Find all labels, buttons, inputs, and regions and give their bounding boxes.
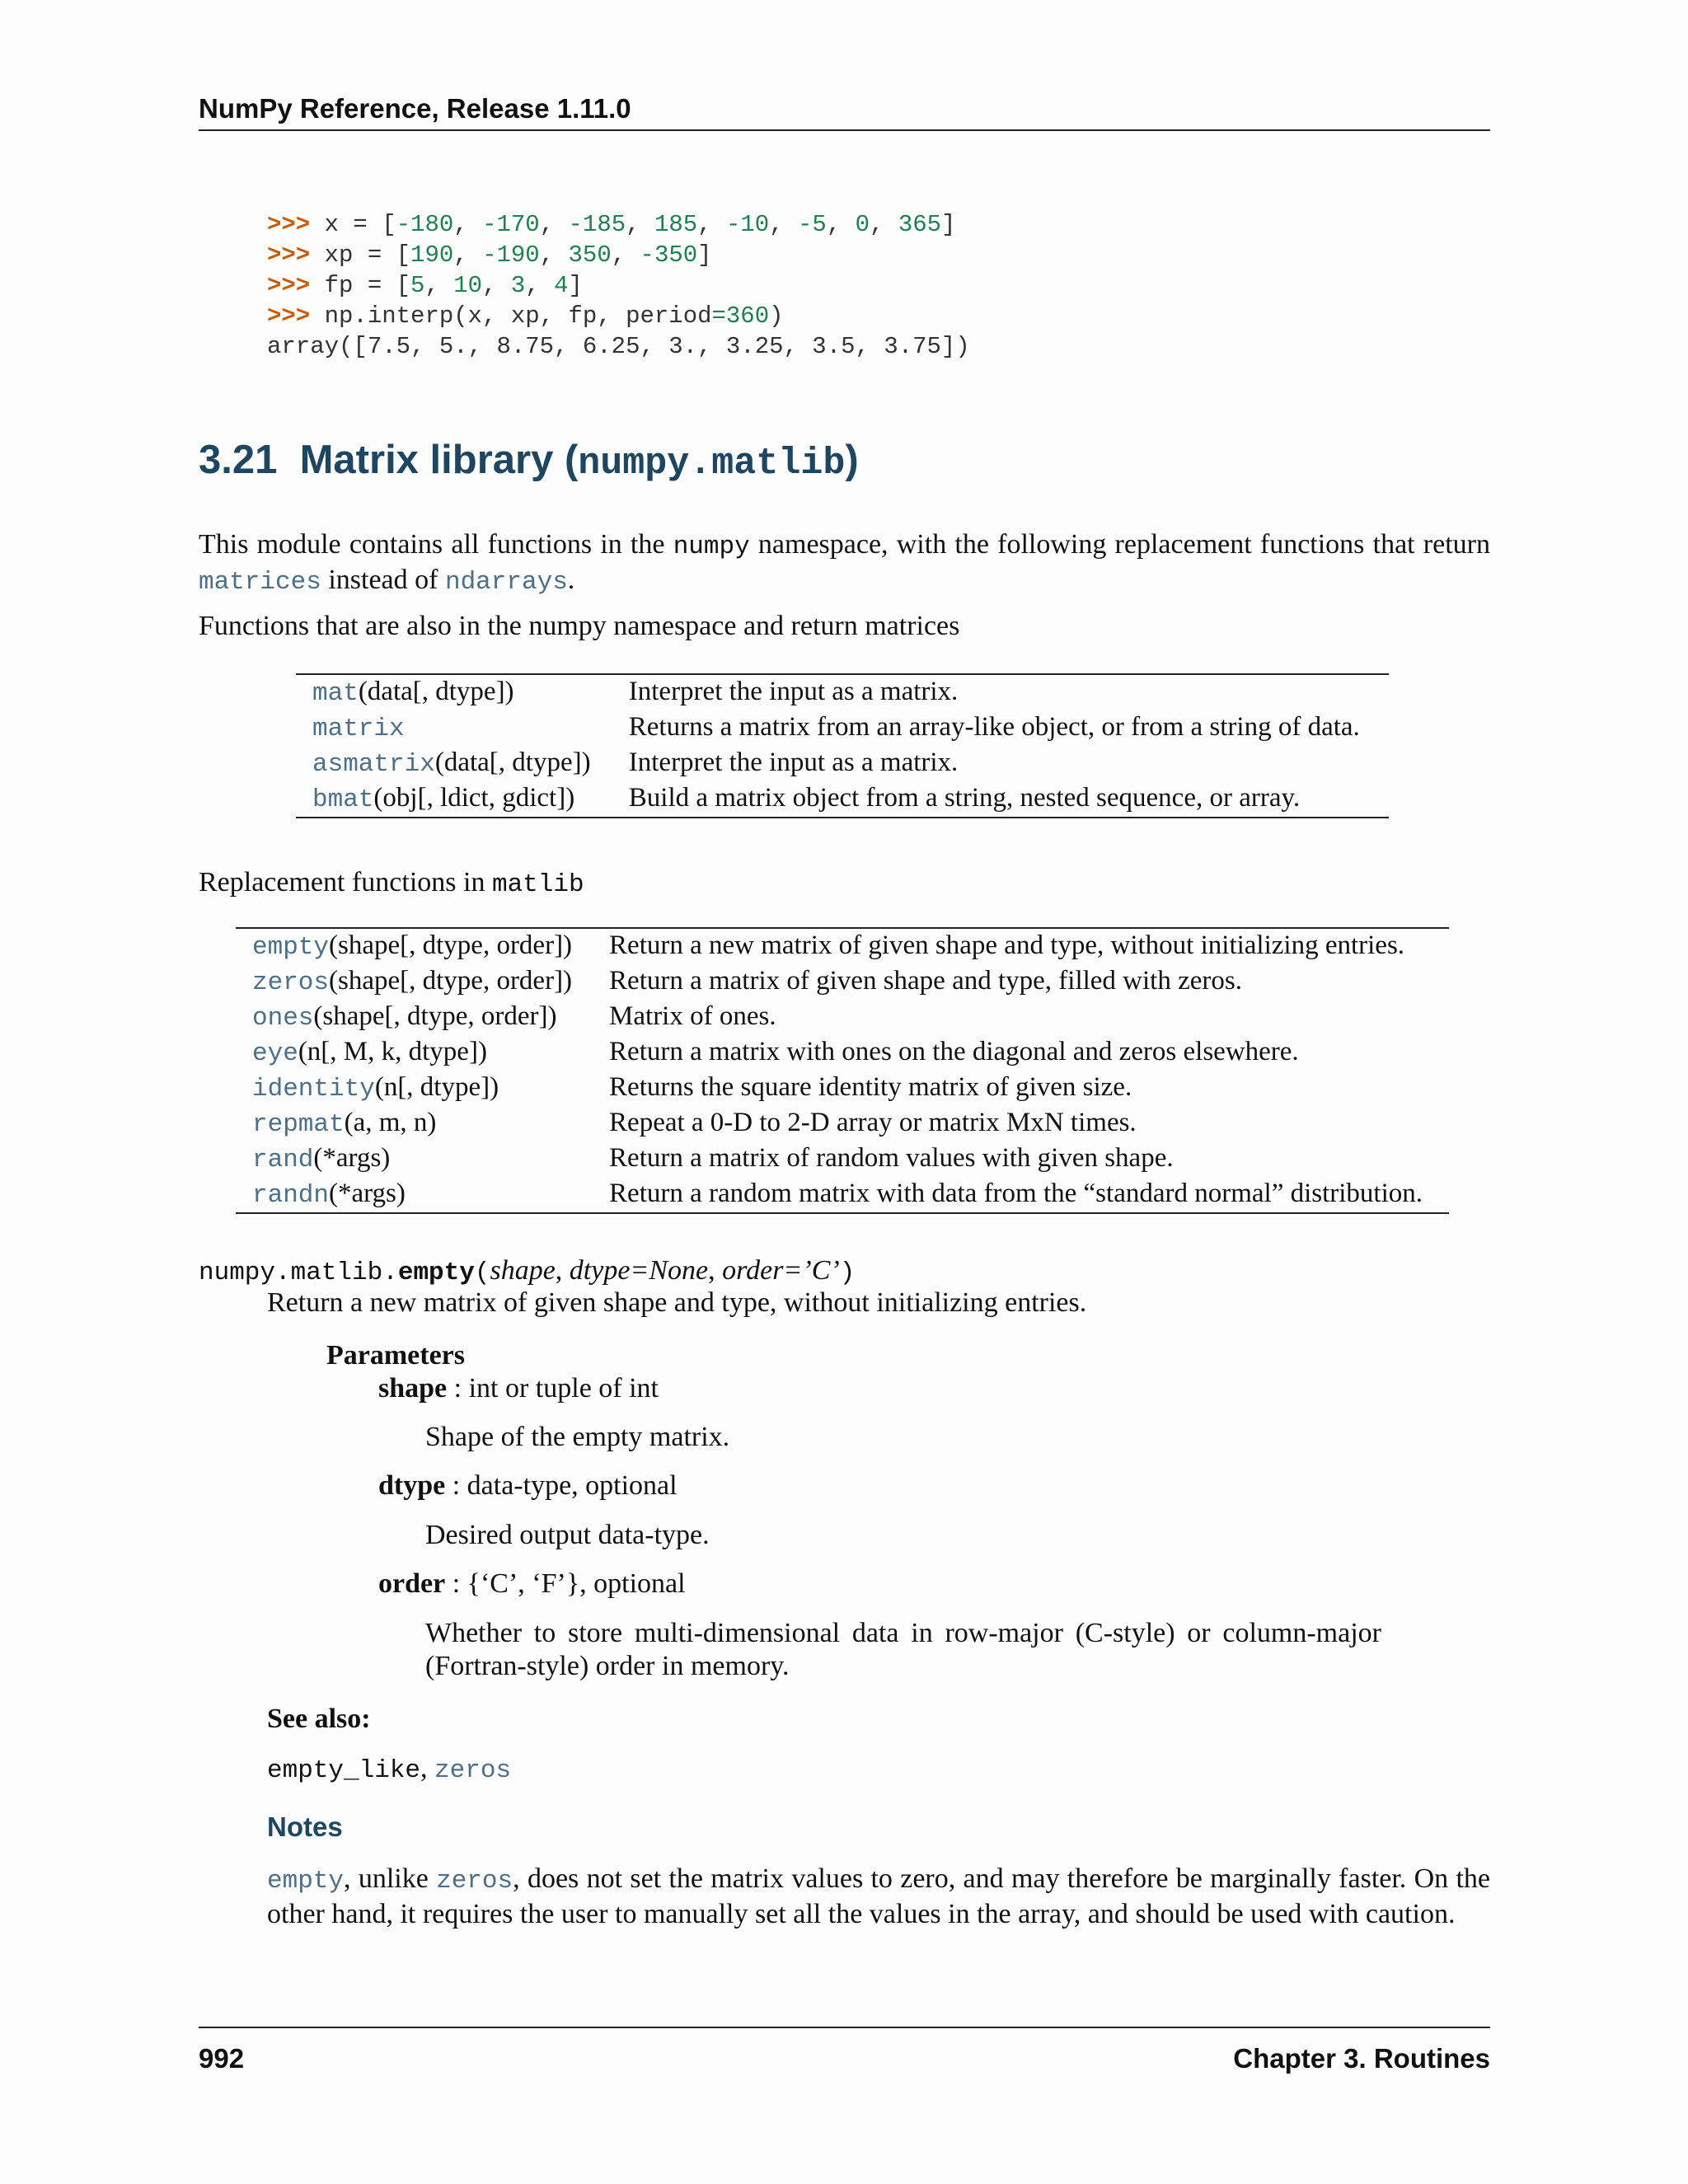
empty-args: (shape[, dtype, order]) bbox=[329, 930, 573, 960]
ones-description: Matrix of ones. bbox=[609, 1001, 776, 1031]
matlib-row-identity bbox=[236, 1071, 1449, 1106]
replacement-functions-table bbox=[236, 927, 1449, 1214]
function-signature: numpy.matlib.empty(shape, dtype=None, order=’C’) bbox=[199, 1255, 856, 1287]
code-number: -10 bbox=[725, 211, 770, 238]
code-number: 190 bbox=[410, 241, 454, 269]
param-dtype: dtype : data-type, optional bbox=[378, 1470, 678, 1501]
zeros-description: Return a matrix of given shape and type, filled with zeros. bbox=[609, 966, 1242, 996]
empty-like-ref: empty_like bbox=[267, 1756, 421, 1785]
bmat-args: (obj[, ldict, gdict]) bbox=[373, 783, 575, 813]
randn-link[interactable]: randn bbox=[252, 1181, 330, 1210]
ndarrays-link[interactable]: ndarrays bbox=[444, 568, 568, 597]
ns-row-matrix bbox=[296, 710, 1389, 746]
matlib-row-eye bbox=[236, 1035, 1449, 1071]
rand-args: (*args) bbox=[313, 1143, 391, 1173]
functions-intro: Functions that are also in the numpy namespace and return matrices bbox=[199, 611, 960, 641]
code-number: -180 bbox=[396, 211, 454, 238]
eye-description: Return a matrix with ones on the diagonal and zeros elsewhere. bbox=[609, 1037, 1299, 1066]
see-also-label: See also: bbox=[267, 1704, 371, 1734]
identity-description: Returns the square identity matrix of given size. bbox=[609, 1072, 1132, 1102]
notes-zeros-link[interactable]: zeros bbox=[436, 1867, 513, 1896]
notes-paragraph: empty, unlike zeros, does not set the matrix values to zero, and may therefore be marginally faster. On the other hand, it requires the user to manually set all the values in the array, and should be used with caution. bbox=[267, 1863, 1491, 1929]
code-number: 5 bbox=[410, 272, 425, 299]
randn-description: Return a random matrix with data from the “standard normal” distribution. bbox=[609, 1179, 1423, 1208]
asmatrix-link[interactable]: asmatrix bbox=[312, 750, 435, 779]
code-line-2: >>> xp = [190, -190, 350, -350] bbox=[267, 241, 712, 269]
matlib-row-ones bbox=[236, 1000, 1449, 1035]
chapter-label: Chapter 3. Routines bbox=[1233, 2043, 1490, 2074]
asmatrix-args: (data[, dtype]) bbox=[434, 748, 591, 777]
page-number: 992 bbox=[199, 2043, 245, 2074]
function-summary: Return a new matrix of given shape and type, without initializing entries. bbox=[267, 1287, 1087, 1318]
footer-rule bbox=[199, 2027, 1490, 2028]
notes-heading: Notes bbox=[267, 1811, 343, 1842]
zeros-args: (shape[, dtype, order]) bbox=[329, 966, 573, 996]
intro-paragraph: This module contains all functions in the numpy namespace, with the following replacement functions that return matrices instead of ndarrays. bbox=[199, 529, 1490, 597]
code-number: 185 bbox=[654, 211, 698, 238]
function-name: empty bbox=[397, 1258, 475, 1287]
eye-args: (n[, M, k, dtype]) bbox=[298, 1037, 487, 1066]
rand-link[interactable]: rand bbox=[252, 1146, 314, 1174]
empty-link[interactable]: empty bbox=[252, 933, 330, 962]
mat-link[interactable]: mat bbox=[312, 679, 359, 708]
matrix-link[interactable]: matrix bbox=[312, 715, 405, 743]
code-number: -170 bbox=[482, 211, 540, 238]
notes-empty-link[interactable]: empty bbox=[267, 1867, 345, 1896]
section-heading: 3.21 Matrix library (numpy.matlib) bbox=[199, 438, 859, 485]
zeros-link[interactable]: zeros bbox=[252, 968, 330, 997]
code-number: -190 bbox=[482, 241, 540, 269]
param-shape: shape : int or tuple of int bbox=[378, 1373, 659, 1404]
matlib-row-repmat bbox=[236, 1106, 1449, 1141]
repmat-link[interactable]: repmat bbox=[252, 1110, 345, 1139]
code-line-4: >>> np.interp(x, xp, fp, period=360) bbox=[267, 302, 784, 330]
code-number: -185 bbox=[568, 211, 626, 238]
ns-row-asmatrix bbox=[296, 746, 1389, 781]
ns-row-bmat bbox=[296, 781, 1389, 818]
asmatrix-description: Interpret the input as a matrix. bbox=[628, 748, 959, 777]
repmat-args: (a, m, n) bbox=[344, 1108, 437, 1137]
bmat-description: Build a matrix object from a string, nested sequence, or array. bbox=[628, 783, 1301, 813]
randn-args: (*args) bbox=[329, 1179, 406, 1208]
code-line-1: >>> x = [-180, -170, -185, 185, -10, -5, 0, 365] bbox=[267, 211, 956, 238]
parameters-label: Parameters bbox=[326, 1340, 466, 1371]
matlib-row-zeros bbox=[236, 964, 1449, 1000]
code-line-3: >>> fp = [5, 10, 3, 4] bbox=[267, 272, 583, 299]
mat-args: (data[, dtype]) bbox=[358, 677, 514, 706]
namespace-functions-table bbox=[296, 673, 1389, 818]
matrices-link[interactable]: matrices bbox=[199, 568, 321, 597]
matrix-description: Returns a matrix from an array-like object, or from a string of data. bbox=[628, 712, 1360, 742]
matlib-row-rand bbox=[236, 1141, 1449, 1177]
header-rule bbox=[199, 129, 1490, 131]
param-shape-desc: Shape of the empty matrix. bbox=[425, 1422, 730, 1452]
replacement-label: Replacement functions in matlib bbox=[199, 867, 584, 899]
code-output: array([7.5, 5., 8.75, 6.25, 3., 3.25, 3.5, 3.75]) bbox=[267, 333, 970, 360]
code-number: 10 bbox=[453, 272, 483, 299]
matlib-row-empty bbox=[236, 928, 1449, 964]
eye-link[interactable]: eye bbox=[252, 1039, 298, 1068]
code-block bbox=[267, 209, 970, 362]
zeros-link[interactable]: zeros bbox=[434, 1756, 512, 1785]
identity-link[interactable]: identity bbox=[252, 1075, 375, 1104]
code-number: 3 bbox=[510, 272, 526, 299]
running-head: NumPy Reference, Release 1.11.0 bbox=[199, 93, 631, 124]
code-number: 365 bbox=[898, 211, 942, 238]
code-number: -5 bbox=[798, 211, 827, 238]
code-number: 4 bbox=[554, 272, 569, 299]
ones-link[interactable]: ones bbox=[252, 1004, 314, 1033]
param-order-desc: Whether to store multi-dimensional data in row-major (C-style) or column-major (Fortran-style) order in memory. bbox=[425, 1618, 1381, 1681]
ones-args: (shape[, dtype, order]) bbox=[313, 1001, 557, 1031]
matlib-row-randn bbox=[236, 1177, 1449, 1213]
repmat-description: Repeat a 0-D to 2-D array or matrix MxN times. bbox=[609, 1108, 1137, 1137]
mat-description: Interpret the input as a matrix. bbox=[628, 677, 959, 706]
rand-description: Return a matrix of random values with given shape. bbox=[609, 1143, 1174, 1173]
param-order: order : {‘C’, ‘F’}, optional bbox=[378, 1568, 686, 1599]
identity-args: (n[, dtype]) bbox=[374, 1072, 499, 1102]
ns-row-mat bbox=[296, 674, 1389, 710]
empty-description: Return a new matrix of given shape and type, without initializing entries. bbox=[609, 930, 1405, 960]
code-number: 0 bbox=[855, 211, 870, 238]
code-number: -350 bbox=[640, 241, 698, 269]
see-also-links: empty_like, zeros bbox=[267, 1753, 512, 1785]
param-dtype-desc: Desired output data-type. bbox=[425, 1520, 710, 1550]
code-number: 350 bbox=[568, 241, 612, 269]
bmat-link[interactable]: bmat bbox=[312, 785, 374, 814]
